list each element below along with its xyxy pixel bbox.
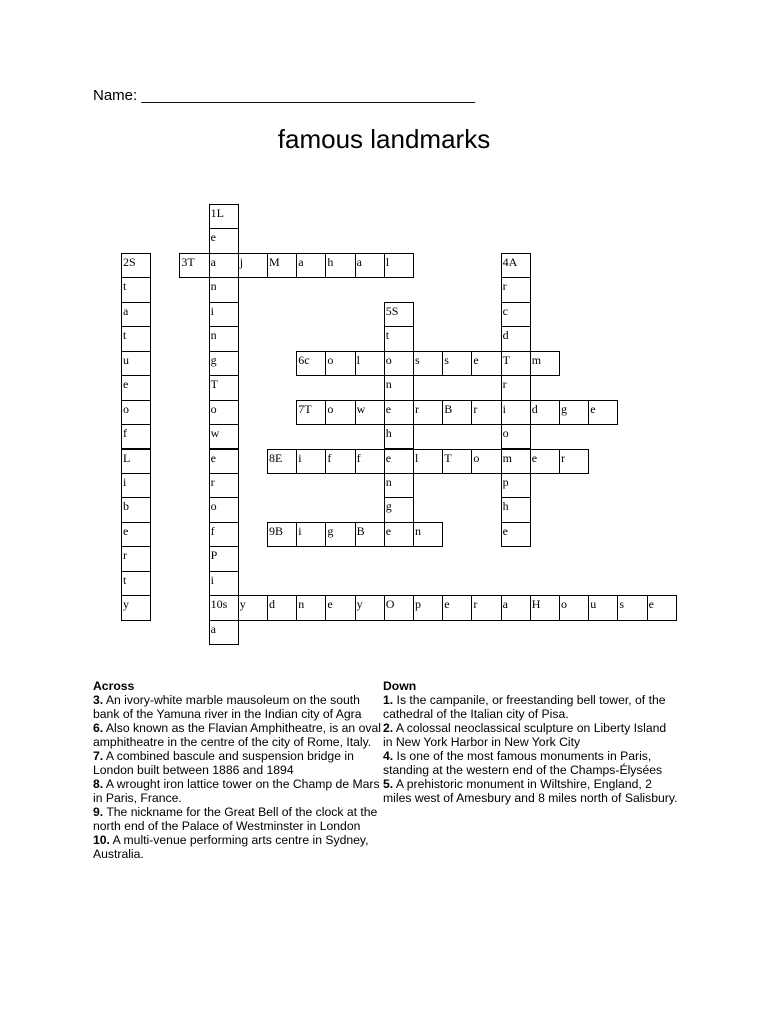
grid-cell[interactable]: n (384, 375, 414, 400)
grid-cell[interactable]: n (296, 595, 326, 620)
grid-cell[interactable]: M (267, 253, 297, 278)
grid-cell[interactable]: 1L (209, 204, 239, 229)
grid-cell[interactable]: r (471, 595, 501, 620)
clue-text: Is one of the most famous monuments in Paris, standing at the western end of the Champs-Élysées (383, 749, 663, 777)
grid-cell[interactable]: a (209, 253, 239, 278)
grid-cell[interactable]: e (384, 449, 414, 474)
grid-cell[interactable]: e (121, 375, 151, 400)
grid-cell[interactable]: f (209, 522, 239, 547)
clue-number: 10. (93, 833, 110, 847)
grid-cell[interactable]: p (413, 595, 443, 620)
grid-cell[interactable]: c (501, 302, 531, 327)
grid-cell[interactable]: t (121, 571, 151, 596)
grid-cell[interactable]: n (384, 473, 414, 498)
clue-text: An ivory-white marble mausoleum on the south bank of the Yamuna river in the Indian city of Agra (93, 693, 362, 721)
clue-number: 2. (383, 721, 394, 735)
grid-cell[interactable]: h (325, 253, 355, 278)
clue-text: A multi-venue performing arts centre in Sydney, Australia. (93, 833, 369, 861)
grid-cell[interactable]: P (209, 546, 239, 571)
clue-text: A prehistoric monument in Wiltshire, England, 2 miles west of Amesbury and 8 miles north of Salisbury. (383, 777, 678, 805)
grid-cell[interactable]: i (209, 571, 239, 596)
grid-cell[interactable]: o (501, 424, 531, 449)
down-clue (383, 721, 678, 749)
grid-cell[interactable]: 5S (384, 302, 414, 327)
grid-cell[interactable]: r (501, 277, 531, 302)
grid-cell[interactable]: e (384, 400, 414, 425)
clue-text: Is the campanile, or freestanding bell tower, of the cathedral of the Italian city of Pisa. (383, 693, 666, 721)
grid-cell[interactable]: g (384, 497, 414, 522)
grid-cell[interactable]: o (209, 400, 239, 425)
grid-cell[interactable]: H (530, 595, 560, 620)
across-clue (93, 833, 383, 861)
grid-cell[interactable]: f (121, 424, 151, 449)
grid-cell[interactable]: a (501, 595, 531, 620)
grid-cell[interactable]: n (413, 522, 443, 547)
grid-cell[interactable]: 7T (296, 400, 326, 425)
grid-cell[interactable]: e (501, 522, 531, 547)
across-clue (93, 693, 383, 721)
down-clue (383, 749, 678, 777)
grid-cell[interactable]: b (121, 497, 151, 522)
grid-cell[interactable]: e (325, 595, 355, 620)
grid-cell[interactable]: a (355, 253, 385, 278)
grid-cell[interactable]: o (384, 351, 414, 376)
grid-cell[interactable]: f (355, 449, 385, 474)
grid-cell[interactable]: p (501, 473, 531, 498)
grid-cell[interactable]: i (501, 400, 531, 425)
clue-text: A wrought iron lattice tower on the Champ de Mars in Paris, France. (93, 777, 380, 805)
grid-cell[interactable]: l (355, 351, 385, 376)
grid-cell[interactable]: u (121, 351, 151, 376)
grid-cell[interactable]: y (121, 595, 151, 620)
grid-cell[interactable]: j (238, 253, 268, 278)
grid-cell[interactable]: r (209, 473, 239, 498)
grid-cell[interactable]: s (413, 351, 443, 376)
grid-cell[interactable]: w (209, 424, 239, 449)
grid-cell[interactable]: m (501, 449, 531, 474)
grid-cell[interactable]: 9B (267, 522, 297, 547)
grid-cell[interactable]: 3T (179, 253, 209, 278)
grid-cell[interactable]: 6c (296, 351, 326, 376)
across-clue (93, 721, 383, 749)
grid-cell[interactable]: L (121, 449, 151, 474)
clue-text: A colossal neoclassical sculpture on Liberty Island in New York Harbor in New York City (383, 721, 667, 749)
grid-cell[interactable]: B (442, 400, 472, 425)
grid-cell[interactable]: 8E (267, 449, 297, 474)
grid-cell[interactable]: e (121, 522, 151, 547)
grid-cell[interactable]: 10s (209, 595, 239, 620)
down-heading: Down (383, 679, 417, 693)
grid-cell[interactable]: u (588, 595, 618, 620)
grid-cell[interactable]: d (501, 326, 531, 351)
grid-cell[interactable]: a (121, 302, 151, 327)
grid-cell[interactable]: g (325, 522, 355, 547)
clue-number: 6. (93, 721, 104, 735)
clue-number: 3. (93, 693, 104, 707)
grid-cell[interactable]: o (121, 400, 151, 425)
grid-cell[interactable]: o (471, 449, 501, 474)
grid-cell[interactable]: r (121, 546, 151, 571)
across-clues (93, 679, 383, 861)
grid-cell[interactable]: t (121, 326, 151, 351)
name-field-label: Name: ________________________________________ (93, 87, 476, 104)
grid-cell[interactable]: t (384, 326, 414, 351)
grid-cell[interactable]: a (209, 620, 239, 645)
grid-cell[interactable]: i (121, 473, 151, 498)
grid-cell[interactable]: o (209, 497, 239, 522)
grid-cell[interactable]: r (471, 400, 501, 425)
clue-text: The nickname for the Great Bell of the clock at the north end of the Palace of Westminster in London (93, 805, 378, 833)
grid-cell[interactable]: w (355, 400, 385, 425)
grid-cell[interactable]: o (559, 595, 589, 620)
down-clue (383, 693, 678, 721)
grid-cell[interactable]: a (296, 253, 326, 278)
clue-number: 1. (383, 693, 394, 707)
grid-cell[interactable]: r (559, 449, 589, 474)
grid-cell[interactable]: o (325, 351, 355, 376)
across-clue (93, 749, 383, 777)
grid-cell[interactable]: f (325, 449, 355, 474)
grid-cell[interactable]: B (355, 522, 385, 547)
grid-cell[interactable]: e (588, 400, 618, 425)
grid-cell[interactable]: l (413, 449, 443, 474)
grid-cell[interactable]: e (209, 228, 239, 253)
clue-text: Also known as the Flavian Amphitheatre, is an oval amphitheatre in the centre of the city of Rome, Italy. (93, 721, 381, 749)
grid-cell[interactable]: O (384, 595, 414, 620)
clue-number: 7. (93, 749, 104, 763)
grid-cell[interactable]: 4A (501, 253, 531, 278)
grid-cell[interactable]: h (501, 497, 531, 522)
grid-cell[interactable]: 2S (121, 253, 151, 278)
clue-text: A combined bascule and suspension bridge in London built between 1886 and 1894 (93, 749, 354, 777)
grid-cell[interactable]: T (209, 375, 239, 400)
grid-cell[interactable]: s (442, 351, 472, 376)
grid-cell[interactable]: g (209, 351, 239, 376)
grid-cell[interactable]: o (325, 400, 355, 425)
grid-cell[interactable]: g (559, 400, 589, 425)
grid-cell[interactable]: d (530, 400, 560, 425)
grid-cell[interactable]: e (209, 449, 239, 474)
grid-cell[interactable]: m (530, 351, 560, 376)
grid-cell[interactable]: l (384, 253, 414, 278)
across-clue (93, 805, 383, 833)
grid-cell[interactable]: i (296, 522, 326, 547)
grid-cell[interactable]: e (647, 595, 677, 620)
clue-number: 4. (383, 749, 394, 763)
grid-cell[interactable]: e (442, 595, 472, 620)
grid-cell[interactable]: e (471, 351, 501, 376)
grid-cell[interactable]: n (209, 326, 239, 351)
grid-cell[interactable]: T (442, 449, 472, 474)
grid-cell[interactable]: d (267, 595, 297, 620)
grid-cell[interactable]: n (209, 277, 239, 302)
grid-cell[interactable]: t (121, 277, 151, 302)
grid-cell[interactable]: h (384, 424, 414, 449)
across-clue (93, 777, 383, 805)
grid-cell[interactable]: i (209, 302, 239, 327)
grid-cell[interactable]: y (355, 595, 385, 620)
grid-cell[interactable]: s (617, 595, 647, 620)
clue-number: 5. (383, 777, 394, 791)
clue-number: 8. (93, 777, 104, 791)
page-title: famous landmarks (277, 124, 491, 154)
grid-cell[interactable]: e (384, 522, 414, 547)
grid-cell[interactable]: T (501, 351, 531, 376)
across-heading: Across (93, 679, 135, 693)
down-clues (383, 679, 678, 805)
grid-cell[interactable]: e (530, 449, 560, 474)
down-clue (383, 777, 678, 805)
clue-number: 9. (93, 805, 104, 819)
grid-cell[interactable]: y (238, 595, 268, 620)
grid-cell[interactable]: i (296, 449, 326, 474)
grid-cell[interactable]: r (501, 375, 531, 400)
grid-cell[interactable]: r (413, 400, 443, 425)
